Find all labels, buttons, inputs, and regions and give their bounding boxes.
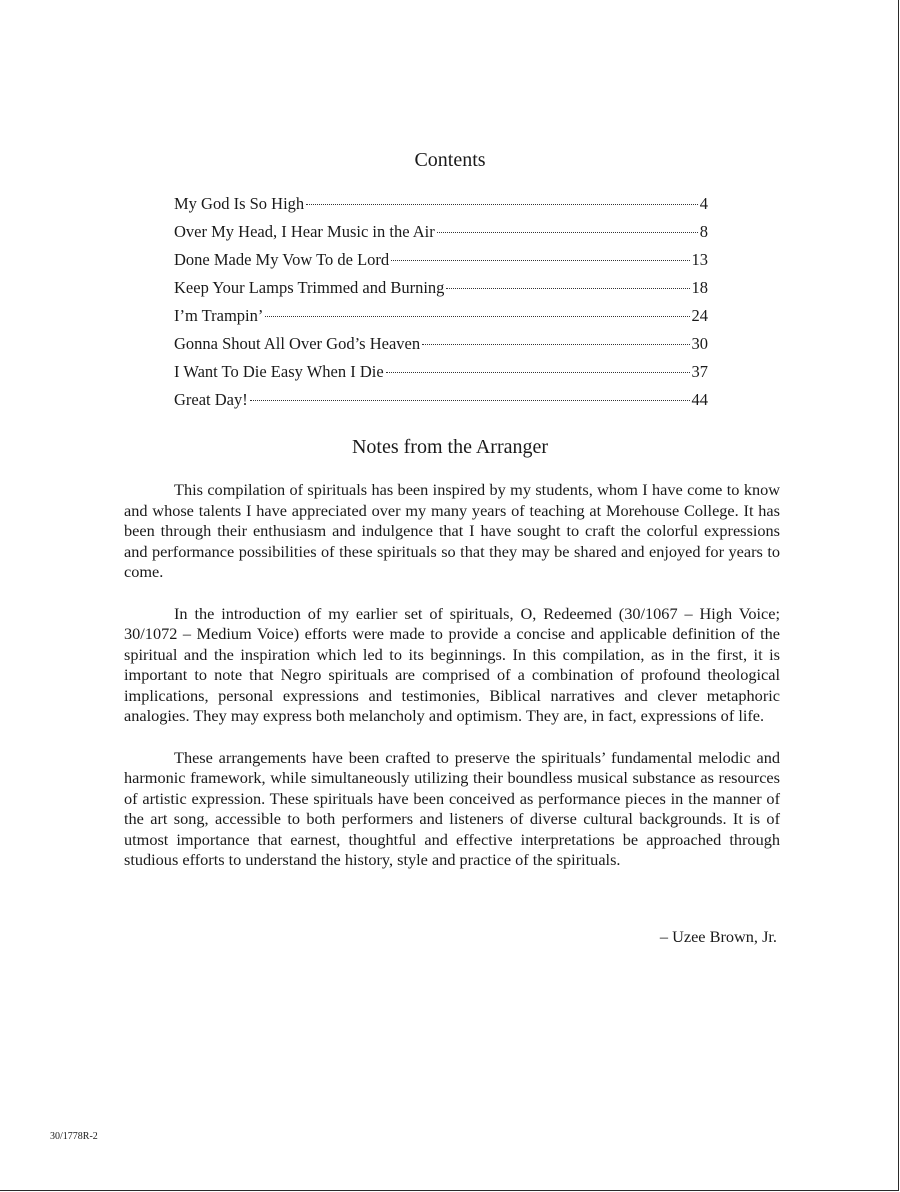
toc-dot-leader (422, 344, 689, 345)
table-of-contents (174, 190, 708, 414)
toc-entry (174, 246, 708, 274)
toc-entry-title: My God Is So High (174, 194, 305, 213)
toc-entry (174, 218, 708, 246)
toc-entry-title: I Want To Die Easy When I Die (174, 362, 384, 381)
toc-entry (174, 302, 708, 330)
toc-entry (174, 274, 708, 302)
toc-entry-page: 44 (691, 390, 708, 409)
toc-dot-leader (437, 232, 698, 233)
toc-entry-page: 4 (699, 194, 708, 213)
arranger-signature: – Uzee Brown, Jr. (659, 927, 777, 946)
toc-dot-leader (386, 372, 690, 373)
toc-entry-page: 24 (691, 306, 708, 325)
toc-entry-title: Great Day! (174, 390, 248, 409)
toc-entry (174, 358, 708, 386)
notes-paragraph: These arrangements have been crafted to preserve the spirituals’ fundamental melodic and harmonic framework, while simultaneously utilizing their boundless musical substance as resources of artistic expression. These spirituals have been conceived as performance pieces in the manner of the art song, accessible to both performers and listeners of diverse cultural backgrounds. It is of utmost importance that earnest, thoughtful and effective interpretations be approached through studious efforts to understand the history, style and practice of the spirituals. (124, 747, 780, 869)
toc-entry (174, 190, 708, 218)
notes-paragraph: In the introduction of my earlier set of spirituals, O, Redeemed (30/1067 – High Voice; 30/1072 – Medium Voice) efforts were made to provide a concise and applicable definition of the spiritual and the inspiration which led to its beginnings. In this compilation, as in the first, it is important to note that Negro spirituals are comprised of a combination of profound theological implications, personal expressions and testimonies, Biblical narratives and clever metaphoric analogies. They may express both melancholy and optimism. They are, in fact, expressions of life. (124, 603, 780, 725)
notes-paragraph: This compilation of spirituals has been inspired by my students, whom I have come to know and whose talents I have appreciated over my many years of teaching at Morehouse College. It has been through their enthusiasm and indulgence that I have sought to craft the colorful expressions and performance possibilities of these spirituals so that they may be shared and enjoyed for years to come. (124, 480, 780, 581)
toc-entry-title: Gonna Shout All Over God’s Heaven (174, 334, 421, 353)
contents-heading: Contents (414, 149, 486, 171)
toc-entry-page: 18 (691, 278, 708, 297)
toc-dot-leader (306, 204, 698, 205)
toc-entry-page: 30 (691, 334, 708, 353)
toc-dot-leader (391, 260, 689, 261)
notes-body (124, 480, 780, 892)
catalog-code: 30/1778R-2 (50, 1131, 98, 1142)
toc-entry-page: 13 (691, 250, 708, 269)
toc-entry-title: Over My Head, I Hear Music in the Air (174, 222, 435, 241)
toc-entry-page: 8 (699, 222, 708, 241)
notes-heading: Notes from the Arranger (351, 436, 549, 458)
toc-entry (174, 386, 708, 414)
toc-dot-leader (446, 288, 689, 289)
toc-entry-title: Done Made My Vow To de Lord (174, 250, 390, 269)
toc-entry (174, 330, 708, 358)
toc-entry-title: Keep Your Lamps Trimmed and Burning (174, 278, 445, 297)
toc-entry-title: I’m Trampin’ (174, 306, 264, 325)
toc-dot-leader (265, 316, 689, 317)
toc-dot-leader (250, 400, 690, 401)
toc-entry-page: 37 (691, 362, 708, 381)
